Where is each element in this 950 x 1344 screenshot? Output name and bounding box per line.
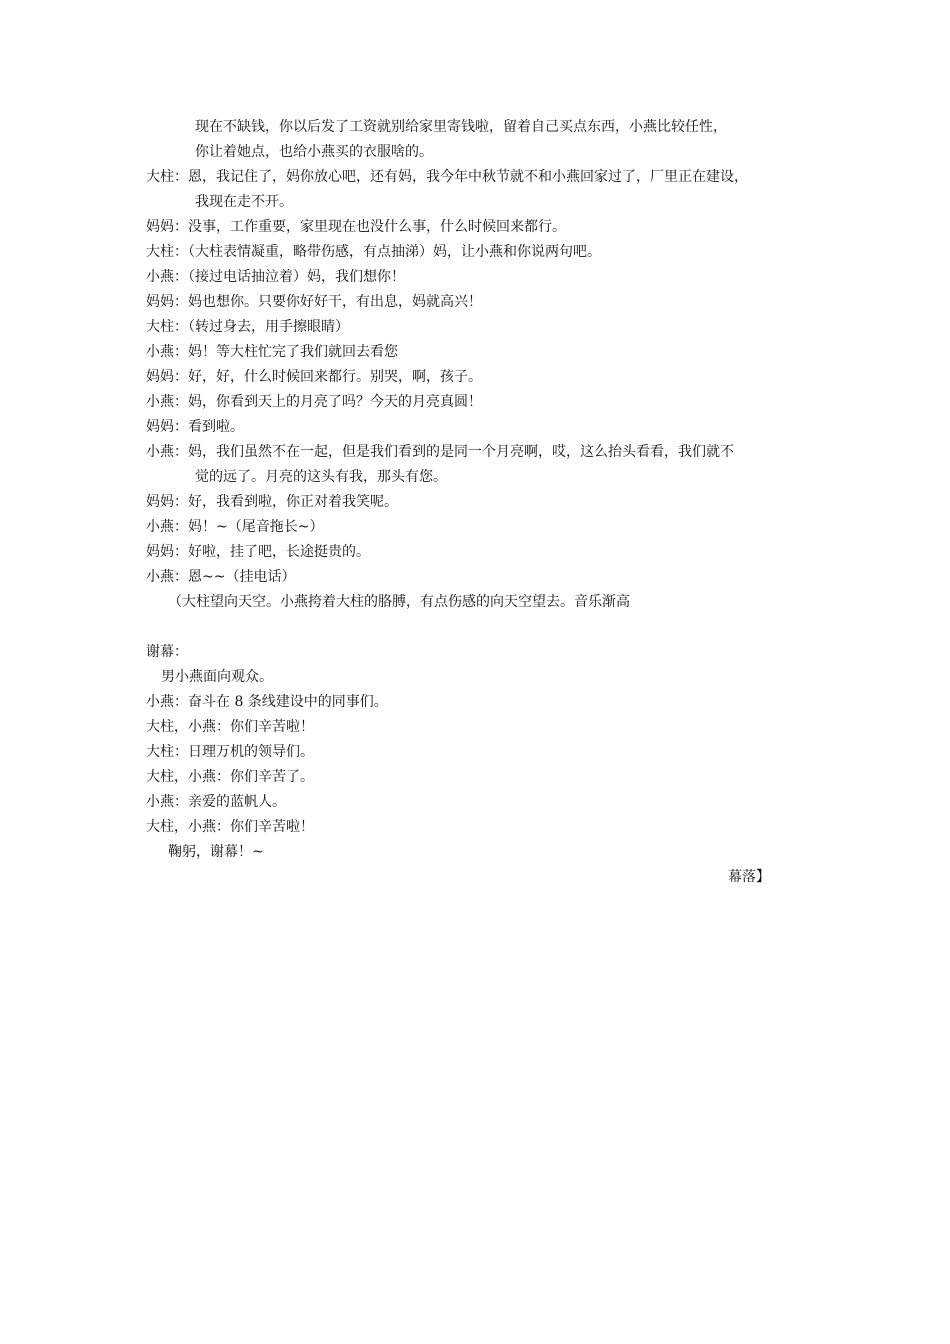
- script-line: 大柱，小燕：你们辛苦了。: [146, 769, 314, 785]
- script-line: 妈妈：妈也想你。只要你好好干，有出息，妈就高兴！: [146, 294, 482, 310]
- stage-direction: （大柱望向天空。小燕挎着大柱的胳膊，有点伤感的向天空望去。音乐渐高: [168, 594, 630, 610]
- script-line: 小燕：妈，我们虽然不在一起，但是我们看到的是同一个月亮啊，哎，这么抬头看看，我们就不: [146, 444, 734, 460]
- script-line: 小燕：恩~~（挂电话）: [146, 569, 296, 585]
- script-line: 妈妈：好，好，什么时候回来都行。别哭，啊，孩子。: [146, 369, 482, 385]
- script-line: 现在不缺钱，你以后发了工资就别给家里寄钱啦，留着自己买点东西，小燕比较任性，: [195, 119, 727, 135]
- script-line: 觉的远了。月亮的这头有我，那头有您。: [195, 469, 447, 485]
- script-line: 妈妈：没事，工作重要，家里现在也没什么事，什么时候回来都行。: [146, 219, 566, 235]
- script-line: 大柱：（大柱表情凝重，略带伤感，有点抽涕）妈，让小燕和你说两句吧。: [146, 244, 601, 260]
- script-line: 小燕：妈！等大柱忙完了我们就回去看您: [146, 344, 398, 360]
- script-line: 妈妈：看到啦。: [146, 419, 244, 435]
- script-line: 你让着她点，也给小燕买的衣服啥的。: [195, 144, 433, 160]
- script-line: 妈妈：好，我看到啦，你正对着我笑呢。: [146, 494, 398, 510]
- script-line: 我现在走不开。: [195, 194, 293, 210]
- script-line: 小燕：奋斗在 8 条线建设中的同事们。: [146, 694, 388, 710]
- script-line: 大柱，小燕：你们辛苦啦！: [146, 819, 314, 835]
- stage-direction: 鞠躬，谢幕！~: [168, 844, 264, 860]
- curtain-fall: 幕落】: [728, 869, 770, 885]
- stage-direction: 男小燕面向观众。: [161, 669, 273, 685]
- script-line: 妈妈：好啦，挂了吧，长途挺贵的。: [146, 544, 370, 560]
- curtain-call-heading: 谢幕：: [146, 644, 188, 660]
- script-line: 小燕：（接过电话抽泣着）妈，我们想你！: [146, 269, 405, 285]
- script-line: 大柱：（转过身去，用手擦眼睛）: [146, 319, 349, 335]
- script-line: 大柱，小燕：你们辛苦啦！: [146, 719, 314, 735]
- script-line: 小燕：妈，你看到天上的月亮了吗？今天的月亮真圆！: [146, 394, 482, 410]
- script-line: 小燕：妈！~（尾音拖长~）: [146, 519, 324, 535]
- script-line: 小燕：亲爱的蓝帆人。: [146, 794, 286, 810]
- script-line: 大柱：恩，我记住了，妈你放心吧，还有妈，我今年中秋节就不和小燕回家过了，厂里正在建设，: [146, 169, 748, 185]
- script-line: 大柱：日理万机的领导们。: [146, 744, 314, 760]
